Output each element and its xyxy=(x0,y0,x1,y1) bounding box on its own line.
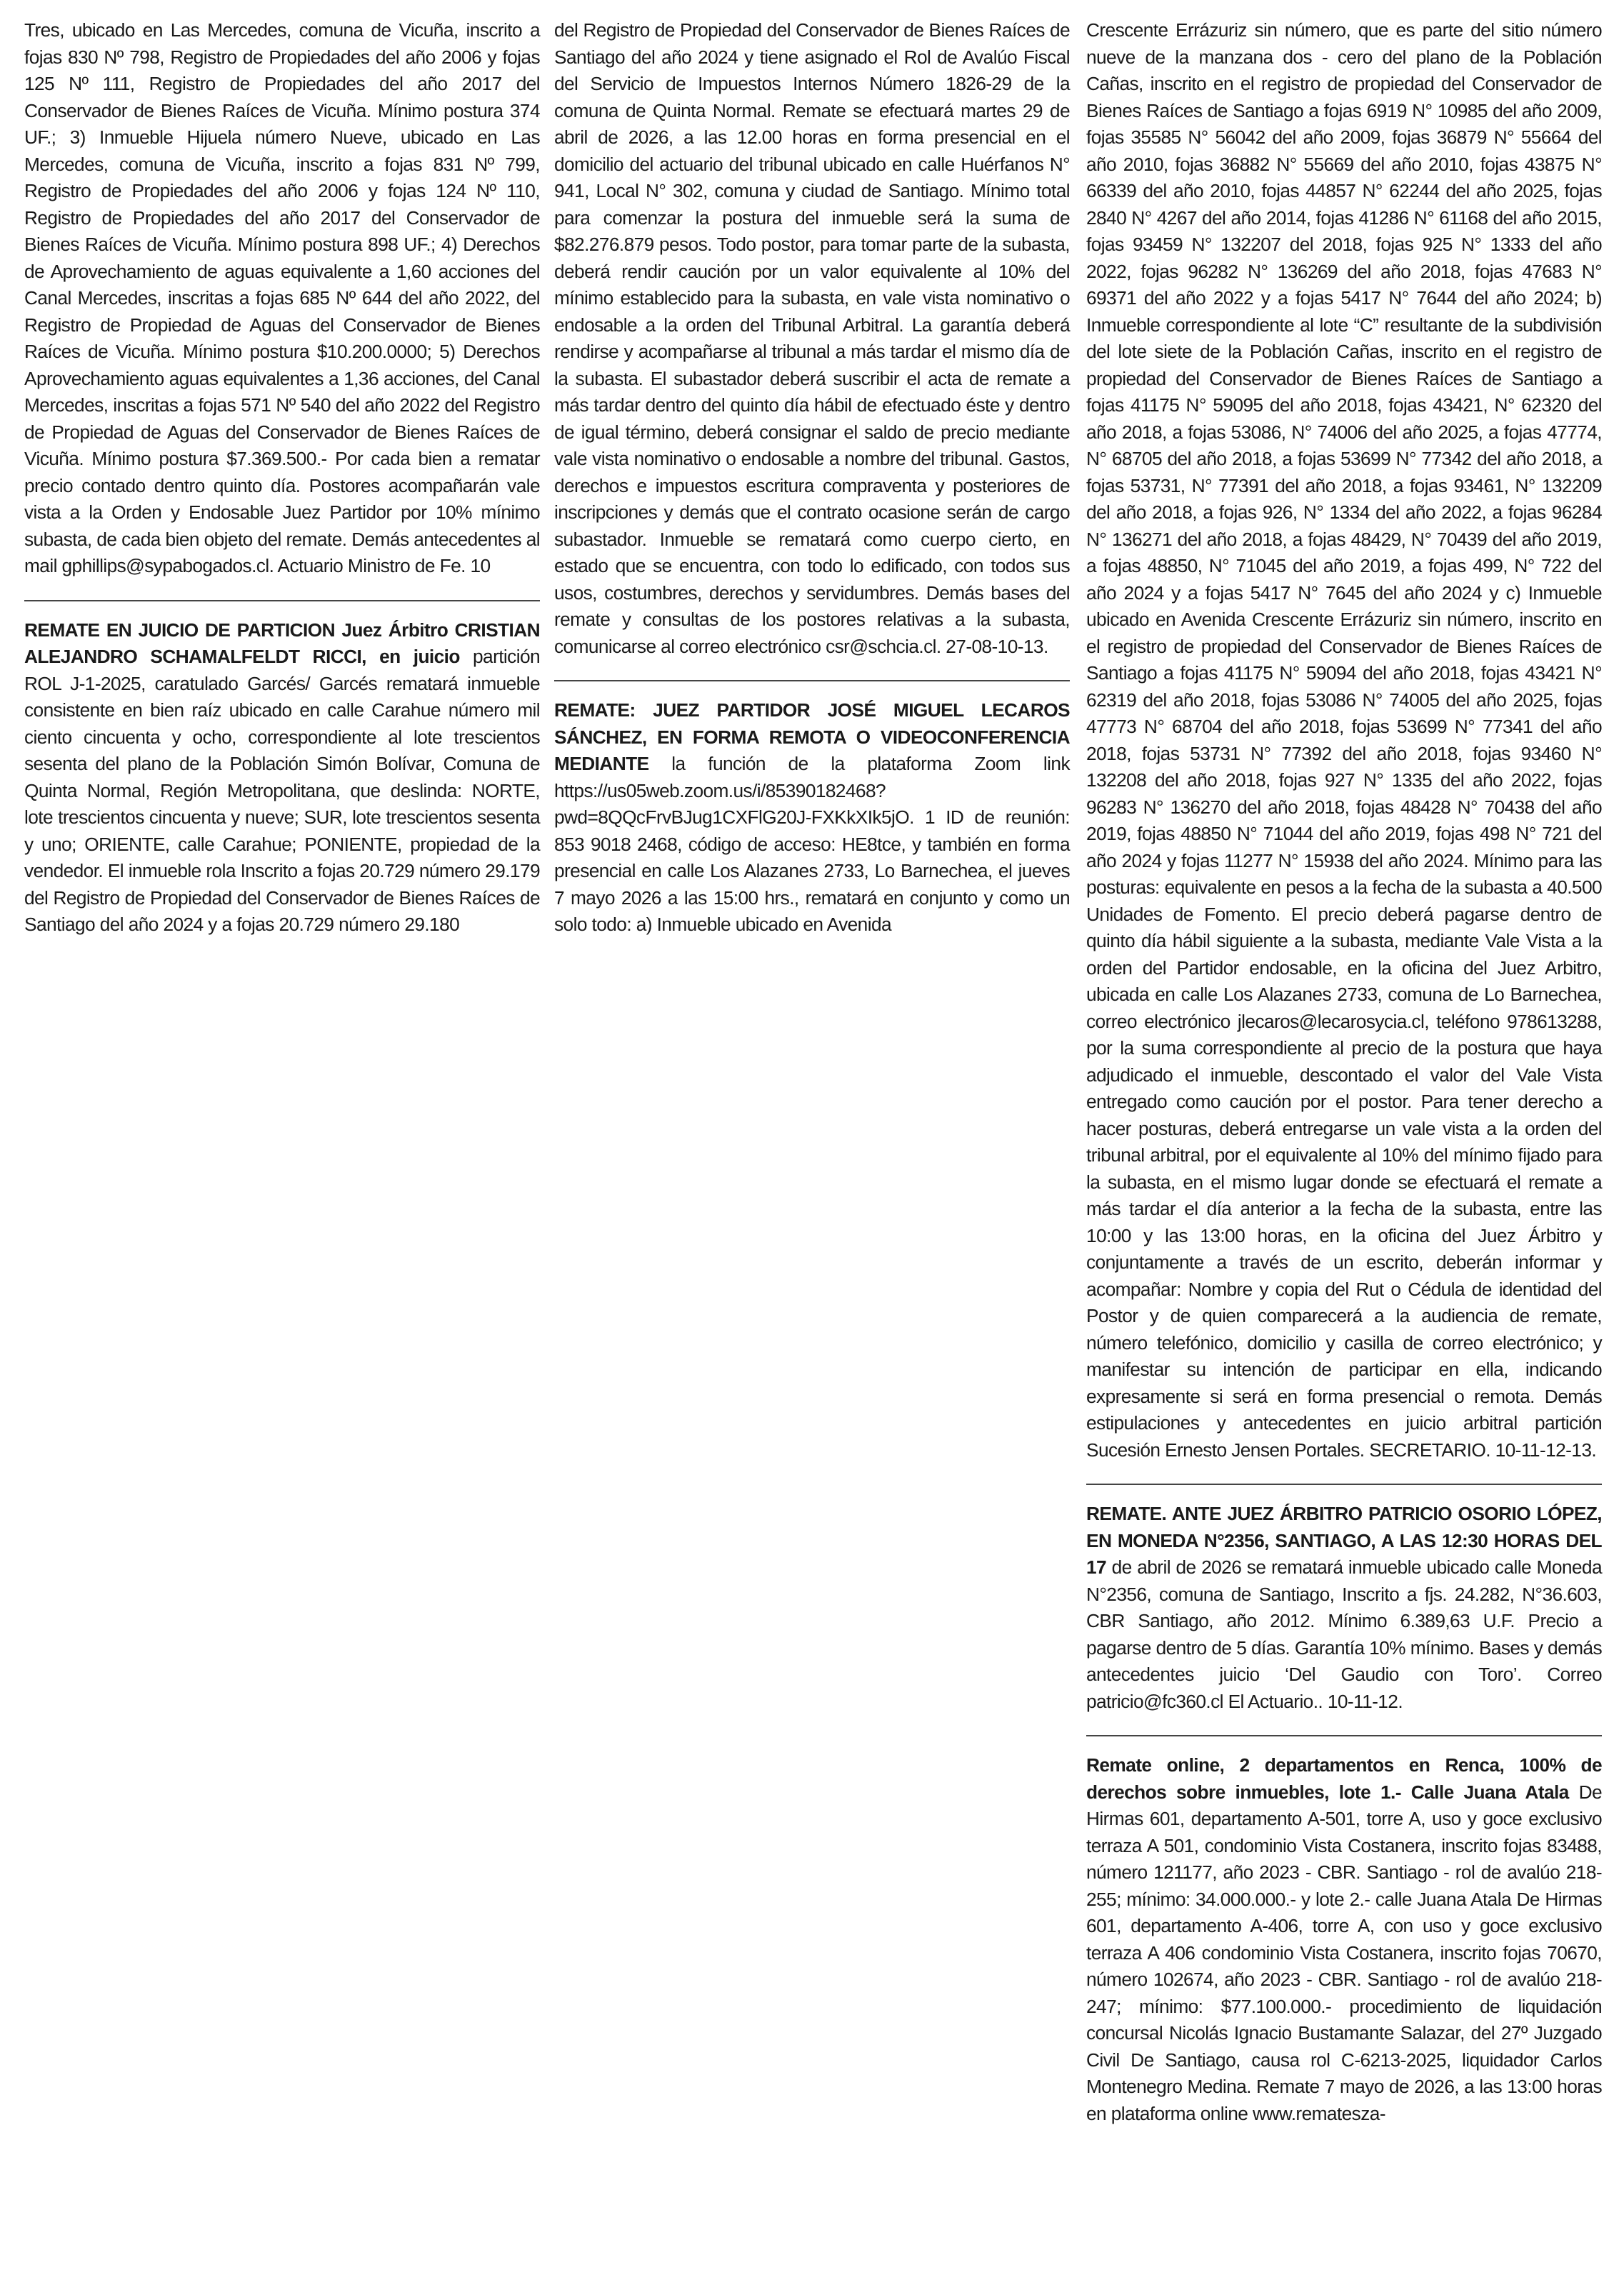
notice-continuation xyxy=(24,17,540,580)
notice-divider xyxy=(1086,1735,1602,1736)
notice-body: Crescente Errázuriz sin número, que es parte del sitio número nueve de la manzana dos - cero del plano de la Población Cañas, inscrito en el registro de propiedad del Conservador de Bienes Raíces de Santiago a fojas 6919 N° 10985 del año 2009, fojas 35585 N° 56042 del año 2009, fojas 36879 N° 55664 del año 2010, fojas 36882 N° 55669 del año 2010, fojas 43875 N° 66339 del año 2010, fojas 44857 N° 62244 del año 2025, fojas 2840 N° 4267 del año 2014, fojas 41286 N° 61168 del año 2015, fojas 93459 N° 132207 del 2018, fojas 925 N° 1333 del año 2022, fojas 96282 N° 136269 del año 2018, fojas 47683 N° 69371 del año 2022 y a fojas 5417 N° 7644 del año 2024; b) Inmueble correspondiente al lote “C” resultante de la subdivisión del lote siete de la Población Cañas, inscrito en el registro de propiedad del Conservador de Bienes Raíces de Santiago a fojas 41175 N° 59095 del año 2018, fojas 43421, N° 62320 del año 2018, a fojas 53086, N° 74006 del año 2025, a fojas 47774, N° 68705 del año 2018, a fojas 53699 N° 77342 del año 2018, a fojas 53731, N° 77391 del año 2018, a fojas 93461, N° 132209 del año 2018, a fojas 926, N° 1334 del año 2022, a fojas 96284 N° 136271 del año 2018, a fojas 48429, N° 70439 del año 2019, a fojas 48850, N° 71045 del año 2019, a fojas 499, N° 722 del año 2024 y a fojas 5417 N° 7645 del año 2024 y c) Inmueble ubicado en Avenida Crescente Errázuriz sin número, inscrito en el registro de propiedad del Conservador de Bienes Raíces de Santiago a fojas 41175 N° 59094 del año 2018, fojas 43421 N° 62319 del año 2018, fojas 53086 N° 74005 del año 2025, fojas 47773 N° 68704 del año 2018, fojas 53699 N° 77341 del año 2018, fojas 53731 N° 77392 del año 2018, fojas 93460 N° 132208 del año 2018, fojas 927 N° 1335 del año 2022, fojas 96283 N° 136270 del año 2018, fojas 48428 N° 70438 del año 2019, fojas 48850 N° 71044 del año 2019, fojas 498 N° 721 del año 2024 y fojas 11277 N° 15938 del año 2024. Mínimo para las posturas: equivalente en pesos a la fecha de la subasta a 40.500 Unidades de Fomento. El precio deberá pagarse dentro de quinto día hábil siguiente a la subasta, mediante Vale Vista a la orden del Partidor endosable, en la oficina del Juez Arbitro, ubicada en calle Los Alazanes 2733, comuna de Lo Barnechea, correo electrónico jlecaros@lecarosycia.cl, teléfono 978613288, por la suma correspondiente al precio de la postura que haya adjudicado el inmueble, descontado el valor del Vale Vista entregado como caución por el postor. Para tener derecho a hacer posturas, deberá entregarse un vale vista a la orden del tribunal arbitral, por el equivalente al 10% del mínimo fijado para la subasta, en el mismo lugar donde se efectuará el remate a más tardar el día anterior a la fecha de la subasta, entre las 10:00 y las 13:00 horas, en la oficina del Juez Árbitro y conjuntamente a través de un escrito, deberán informar y acompañar: Nombre y copia del Rut o Cédula de identidad del Postor y de quien comparecerá a la audiencia de remate, número telefónico, domicilio y casilla de correo electrónico; y manifestar su intención de participar en ella, indicando expresamente si será en forma presencial o remota. Demás estipulaciones y antecedentes en juicio arbitral partición Sucesión Ernesto Jensen Portales. SECRETARIO. 10-11-12-13. xyxy=(1086,19,1602,1461)
notice-heading: REMATE EN JUICIO DE PARTICION Juez Árbitro CRISTIAN ALEJANDRO SCHAMALFELDT RICCI, en juicio xyxy=(24,619,540,667)
notice-paragraph xyxy=(1086,1752,1602,2127)
notice-paragraph xyxy=(554,697,1070,939)
notice-paragraph xyxy=(1086,17,1602,1464)
notice-remate-lecaros xyxy=(554,697,1070,939)
notice-body: partición ROL J-1-2025, caratulado Garcés/ Garcés rematará inmueble consistente en bien raíz ubicado en calle Carahue número mil ciento cincuenta y ocho, correspondiente al lote trescientos sesenta del plano de la Población Simón Bolívar, Comuna de Quinta Normal, Región Metropolitana, que deslinda: NORTE, lote trescientos cincuenta y nueve; SUR, lote trescientos sesenta y uno; ORIENTE, calle Carahue; PONIENTE, propiedad de la vendedor. El inmueble rola Inscrito a fojas 20.729 número 29.179 del Registro de Propiedad del Conservador de Bienes Raíces de Santiago del año 2024 y a fojas 20.729 número 29.180 xyxy=(24,646,541,935)
notice-heading: REMATE: JUEZ PARTIDOR JOSÉ MIGUEL LECAROS SÁNCHEZ, EN FORMA REMOTA O VIDEOCONFERENCIA MEDIANTE xyxy=(554,699,1070,774)
notice-heading: REMATE. ANTE JUEZ ÁRBITRO PATRICIO OSORIO LÓPEZ, EN MONEDA N°2356, SANTIAGO, A LAS 12:30 HORAS DEL 17 xyxy=(1086,1503,1602,1578)
notice-divider xyxy=(1086,1484,1602,1485)
notice-body: Tres, ubicado en Las Mercedes, comuna de Vicuña, inscrito a fojas 830 Nº 798, Registro de Propiedades del año 2006 y fojas 125 Nº 111, Registro de Propiedades del año 2017 del Conservador de Bienes Raíces de Vicuña. Mínimo postura 374 UF.; 3) Inmueble Hijuela número Nueve, ubicado en Las Mercedes, comuna de Vicuña, inscrito a fojas 831 Nº 799, Registro de Propiedades del año 2006 y fojas 124 Nº 110, Registro de Propiedades del año 2017 del Conservador de Bienes Raíces de Vicuña. Mínimo postura 898 UF.; 4) Derechos de Aprovechamiento de aguas equivalente a 1,60 acciones del Canal Mercedes, inscritas a fojas 685 Nº 644 del año 2022, del Registro de Propiedad de Aguas del Conservador de Bienes Raíces de Vicuña. Mínimo postura $10.200.0000; 5) Derechos Aprovechamiento aguas equivalentes a 1,36 acciones, del Canal Mercedes, inscritas a fojas 571 Nº 540 del año 2022 del Registro de Propiedad de Aguas del Conservador de Bienes Raíces de Vicuña. Mínimo postura $7.369.500.- Por cada bien a rematar precio contado dentro quinto día. Postores acompañarán vale vista a la Orden y Endosable Juez Partidor por 10% mínimo subasta, de cada bien objeto del remate. Demás antecedentes al mail gphillips@sypabogados.cl. Actuario Ministro de Fe. 10 xyxy=(24,19,540,576)
notice-continuation xyxy=(1086,17,1602,1464)
column-1 xyxy=(24,17,540,939)
notice-body: de abril de 2026 se rematará inmueble ubicado calle Moneda N°2356, comuna de Santiago, Inscrito a fjs. 24.282, N°36.603, CBR Santiago, año 2012. Mínimo 6.389,63 U.F. Precio a pagarse dentro de 5 días. Garantía 10% mínimo. Bases y demás antecedentes juicio ‘Del Gaudio con Toro’. Correo patricio@fc360.cl El Actuario.. 10-11-12. xyxy=(1086,1556,1602,1712)
notice-heading: Remate online, 2 departamentos en Renca, 100% de derechos sobre inmuebles, lote 1.- Calle Juana Atala xyxy=(1086,1754,1602,1803)
notice-body: la función de la plataforma Zoom link https://us05web.zoom.us/i/85390182468?pwd=8QQcFrvBJug1CXFlG20J-FXKkXIk5jO. 1 ID de reunión: 853 9018 2468, código de acceso: HE8tce, y también en forma presencial en calle Los Alazanes 2733, Lo Barnechea, el jueves 7 mayo 2026 a las 15:00 hrs., rematará en conjunto y como un solo todo: a) Inmueble ubicado en Avenida xyxy=(554,753,1070,935)
notice-remate-osorio xyxy=(1086,1501,1602,1715)
notice-divider xyxy=(554,680,1070,681)
notice-remate-online-renca xyxy=(1086,1752,1602,2127)
notice-body: del Registro de Propiedad del Conservador de Bienes Raíces de Santiago del año 2024 y tiene asignado el Rol de Avalúo Fiscal del Servicio de Impuestos Internos Número 1826-29 de la comuna de Quinta Normal. Remate se efectuará martes 29 de abril de 2026, a las 12.00 horas en forma presencial en el domicilio del actuario del tribunal ubicado en calle Huérfanos N° 941, Local N° 302, comuna y ciudad de Santiago. Mínimo total para comenzar la postura del inmueble será la suma de $82.276.879 pesos. Todo postor, para tomar parte de la subasta, deberá rendir caución por un valor equivalente al 10% del mínimo establecido para la subasta, en vale vista nominativo o endosable a la orden del Tribunal Arbitral. La garantía deberá rendirse y acompañarse al tribunal a más tardar el mismo día de la subasta. El subastador deberá suscribir el acta de remate a más tardar dentro del quinto día hábil de efectuado éste y dentro de igual término, deberá consignar el saldo de precio mediante vale vista nominativo o endosable a nombre del tribunal. Gastos, derechos e impuestos escritura compraventa y posteriores de inscripciones y demás que el contrato ocasione serán de cargo subastador. Inmueble se rematará como cuerpo cierto, en estado que se encuentra, con todo lo edificado, con todos sus usos, costumbres, derechos y servidumbres. Demás bases del remate y consultas de los postores relativas a la subasta, comunicarse al correo electrónico csr@schcia.cl. 27-08-10-13. xyxy=(554,19,1070,657)
notice-continuation xyxy=(554,17,1070,660)
notice-paragraph xyxy=(24,17,540,580)
notice-body: De Hirmas 601, departamento A-501, torre A, uso y goce exclusivo terraza A 501, condominio Vista Costanera, inscrito fojas 83488, número 121177, año 2023 - CBR. Santiago - rol de avalúo 218-255; mínimo: 34.000.000.- y lote 2.- calle Juana Atala De Hirmas 601, departamento A-406, torre A, con uso y goce exclusivo terraza A 406 condominio Vista Costanera, inscrito fojas 70670, número 102674, año 2023 - CBR. Santiago - rol de avalúo 218-247; mínimo: $77.100.000.- procedimiento de liquidación concursal Nicolás Ignacio Bustamante Salazar, del 27º Juzgado Civil De Santiago, causa rol C-6213-2025, liquidador Carlos Montenegro Medina. Remate 7 mayo de 2026, a las 13:00 horas en plataforma online www.rematesza- xyxy=(1086,1781,1603,2124)
notice-paragraph xyxy=(24,617,540,939)
notice-paragraph xyxy=(554,17,1070,660)
column-3 xyxy=(1086,17,1602,2127)
notice-divider xyxy=(24,600,540,601)
notice-paragraph xyxy=(1086,1501,1602,1715)
notice-remate-particion-schamalfeldt xyxy=(24,617,540,939)
column-2 xyxy=(554,17,1070,939)
